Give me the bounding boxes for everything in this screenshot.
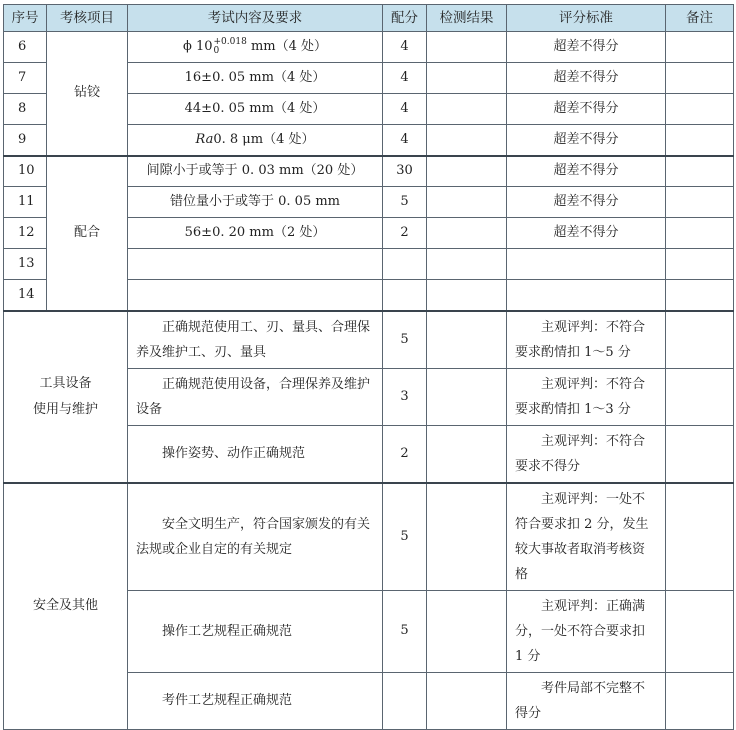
row-content: 16±0. 05 mm（4 处） xyxy=(128,63,383,94)
row-standard: 超差不得分 xyxy=(507,187,666,218)
row-no: 11 xyxy=(4,187,47,218)
row-content: Ra0. 8 μm（4 处） xyxy=(128,125,383,156)
row-result xyxy=(427,63,507,94)
row-standard: 超差不得分 xyxy=(507,94,666,125)
header-content: 考试内容及要求 xyxy=(128,5,383,32)
row-remark xyxy=(666,672,734,729)
row-standard: 超差不得分 xyxy=(507,63,666,94)
row-score: 30 xyxy=(383,156,427,187)
row-result xyxy=(427,368,507,425)
group-tool-maintenance: 工具设备 使用与维护 xyxy=(4,311,128,483)
row-result xyxy=(427,125,507,156)
row-no: 6 xyxy=(4,32,47,63)
row-score: 5 xyxy=(383,311,427,369)
row-standard: 超差不得分 xyxy=(507,125,666,156)
row-score xyxy=(383,249,427,280)
row-result xyxy=(427,32,507,63)
row-standard: 主观评判：一处不符合要求扣 2 分，发生较大事故者取消考核资格 xyxy=(507,483,666,591)
row-score: 2 xyxy=(383,218,427,249)
group-drilling: 钻铰 xyxy=(47,32,128,156)
row-no: 7 xyxy=(4,63,47,94)
row-score xyxy=(383,672,427,729)
row-result xyxy=(427,483,507,591)
row-score: 2 xyxy=(383,425,427,483)
row-result xyxy=(427,425,507,483)
row-result xyxy=(427,590,507,672)
row-score xyxy=(383,280,427,311)
row-remark xyxy=(666,311,734,369)
row-standard xyxy=(507,249,666,280)
row-score: 4 xyxy=(383,125,427,156)
table-row xyxy=(4,32,734,63)
score-table xyxy=(3,4,734,730)
row-result xyxy=(427,156,507,187)
row-result xyxy=(427,311,507,369)
row-remark xyxy=(666,94,734,125)
row-standard: 考件局部不完整不得分 xyxy=(507,672,666,729)
row-content: 间隙小于或等于 0. 03 mm（20 处） xyxy=(128,156,383,187)
header-row xyxy=(4,5,734,32)
row-content xyxy=(128,280,383,311)
row-content: ϕ 10 +0.018 0 mm（4 处） xyxy=(128,32,383,63)
row-remark xyxy=(666,280,734,311)
row-result xyxy=(427,187,507,218)
header-no: 序号 xyxy=(4,5,47,32)
row-content: 正确规范使用设备，合理保养及维护设备 xyxy=(128,368,383,425)
row-result xyxy=(427,249,507,280)
row-result xyxy=(427,218,507,249)
row-remark xyxy=(666,156,734,187)
row-remark xyxy=(666,368,734,425)
row-remark xyxy=(666,187,734,218)
row-score: 4 xyxy=(383,94,427,125)
row-score: 5 xyxy=(383,483,427,591)
header-remark: 备注 xyxy=(666,5,734,32)
row-content: 正确规范使用工、刃、量具、合理保养及维护工、刃、量具 xyxy=(128,311,383,369)
row-score: 4 xyxy=(383,63,427,94)
row-standard: 超差不得分 xyxy=(507,32,666,63)
row-standard: 主观评判：正确满分，一处不符合要求扣 1 分 xyxy=(507,590,666,672)
row-result xyxy=(427,280,507,311)
row-remark xyxy=(666,249,734,280)
row-content xyxy=(128,249,383,280)
row-no: 10 xyxy=(4,156,47,187)
row-no: 9 xyxy=(4,125,47,156)
row-standard: 超差不得分 xyxy=(507,218,666,249)
row-score: 5 xyxy=(383,590,427,672)
row-remark xyxy=(666,125,734,156)
row-remark xyxy=(666,483,734,591)
row-remark xyxy=(666,218,734,249)
row-remark xyxy=(666,32,734,63)
row-content: 操作工艺规程正确规范 xyxy=(128,590,383,672)
row-content: 考件工艺规程正确规范 xyxy=(128,672,383,729)
row-score: 4 xyxy=(383,32,427,63)
header-score: 配分 xyxy=(383,5,427,32)
row-no: 8 xyxy=(4,94,47,125)
row-remark xyxy=(666,63,734,94)
table-row xyxy=(4,156,734,187)
header-standard: 评分标准 xyxy=(507,5,666,32)
row-score: 3 xyxy=(383,368,427,425)
table-row xyxy=(4,483,734,591)
group-safety-other: 安全及其他 xyxy=(4,483,128,730)
row-content: 56±0. 20 mm（2 处） xyxy=(128,218,383,249)
row-no: 14 xyxy=(4,280,47,311)
group-fitting: 配合 xyxy=(47,156,128,311)
row-result xyxy=(427,94,507,125)
row-no: 13 xyxy=(4,249,47,280)
row-standard: 主观评判：不符合要求不得分 xyxy=(507,425,666,483)
row-remark xyxy=(666,590,734,672)
row-standard: 超差不得分 xyxy=(507,156,666,187)
row-standard: 主观评判：不符合要求酌情扣 1～3 分 xyxy=(507,368,666,425)
row-content: 安全文明生产，符合国家颁发的有关法规或企业自定的有关规定 xyxy=(128,483,383,591)
header-item: 考核项目 xyxy=(47,5,128,32)
row-score: 5 xyxy=(383,187,427,218)
row-result xyxy=(427,672,507,729)
row-standard xyxy=(507,280,666,311)
header-result: 检测结果 xyxy=(427,5,507,32)
row-standard: 主观评判：不符合要求酌情扣 1～5 分 xyxy=(507,311,666,369)
row-content: 错位量小于或等于 0. 05 mm xyxy=(128,187,383,218)
row-content: 44±0. 05 mm（4 处） xyxy=(128,94,383,125)
row-content: 操作姿势、动作正确规范 xyxy=(128,425,383,483)
row-remark xyxy=(666,425,734,483)
row-no: 12 xyxy=(4,218,47,249)
table-row xyxy=(4,311,734,369)
